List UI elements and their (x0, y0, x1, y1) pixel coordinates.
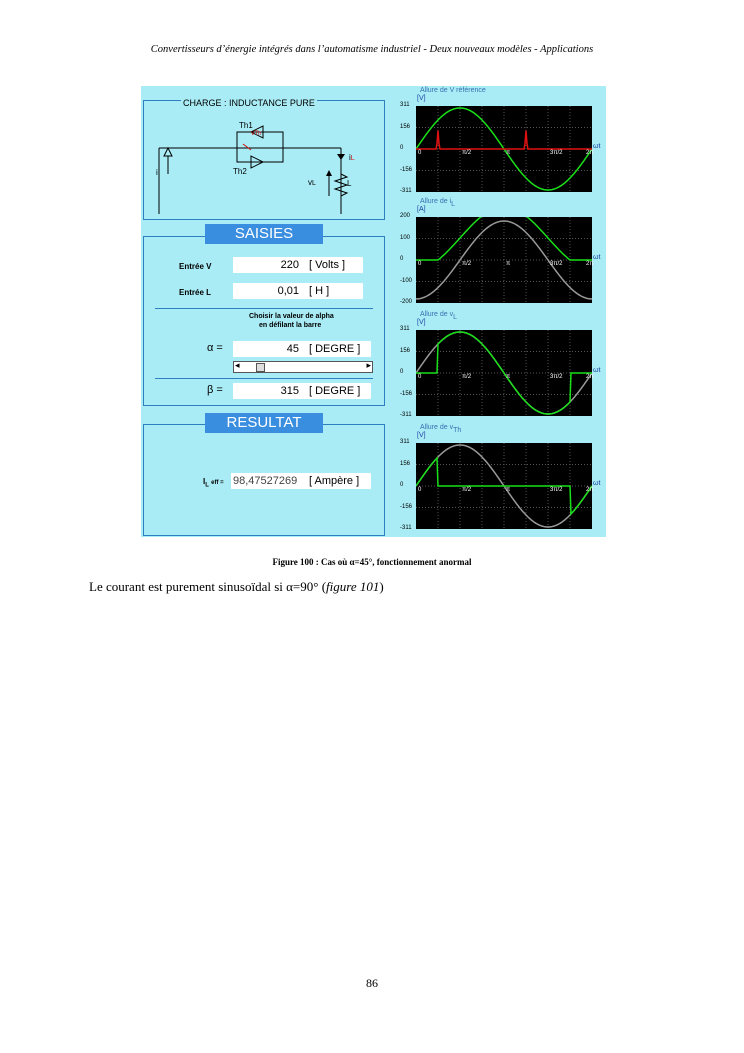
plot-unit: [V] (417, 432, 426, 439)
entree-v-label: Entrée V (179, 262, 212, 271)
saisies-divider-1 (155, 308, 373, 309)
il-eff-value: 98,47527269 (233, 475, 298, 487)
il-label (349, 153, 355, 162)
il-eff-rest: eff = (211, 480, 224, 486)
plot-ytick: 311 (400, 439, 410, 445)
plot-ytick: 156 (400, 347, 411, 354)
plot-xtick: π (506, 487, 511, 493)
para-figure-ref: figure 101 (326, 579, 380, 594)
plot-xtick: 0 (418, 487, 422, 493)
plot-xtick: 2π (586, 374, 594, 380)
il-eff-sub: L (205, 482, 209, 489)
plot-ytick: 156 (400, 123, 411, 130)
plot-xtick: 3π/2 (550, 487, 563, 493)
plot-unit: [V] (417, 95, 426, 102)
para-main: Le courant est purement sinusoïdal si α=90° ( (89, 579, 327, 594)
plot-xlabel: ωt (593, 254, 601, 261)
plot-ytick: 0 (400, 256, 404, 262)
plot-xtick: π (506, 261, 511, 267)
plot-xtick: 2π (586, 487, 594, 493)
plot-ytick: -156 (400, 503, 413, 510)
saisies-divider-2 (155, 378, 373, 379)
il-eff-unit: [ Ampère ] (309, 475, 360, 487)
load-voltage-curve (416, 332, 592, 414)
th1-label: Th1 (239, 121, 253, 130)
plot-xtick: π/2 (462, 374, 472, 380)
plot-ytick: -156 (400, 166, 413, 173)
scroll-right-button[interactable]: ▸ (366, 360, 371, 370)
plot-xtick: π/2 (462, 150, 472, 156)
alpha-hint-2: en défilant la barre (259, 322, 322, 329)
plot-unit: [A] (417, 206, 426, 213)
alpha-label: α = (207, 342, 223, 354)
inductance-label: L (347, 179, 352, 188)
il-sub: L (350, 155, 355, 162)
plot-title-sub: L (451, 201, 456, 208)
il-eff-i: I (203, 477, 206, 486)
plot-canvas (416, 330, 592, 416)
beta-label: β = (207, 384, 223, 396)
plot-canvas (416, 443, 592, 529)
il-eff-field (231, 473, 371, 489)
scroll-thumb[interactable] (256, 363, 265, 372)
vl-sub: L (312, 180, 316, 187)
plot-xtick: 2π (586, 150, 594, 156)
entree-v-value: 220 (280, 259, 299, 271)
plot-title-sub: L (453, 314, 457, 321)
entree-l-label: Entrée L (179, 288, 212, 297)
plot-svg (416, 443, 592, 529)
vl-letter: v (308, 178, 312, 187)
vth-sub: Th (254, 131, 262, 137)
page-number: 86 (366, 976, 378, 990)
plot-ytick: 311 (400, 326, 410, 332)
alpha-field[interactable] (233, 341, 371, 357)
resultat-title: RESULTAT (205, 413, 323, 433)
figure-caption: Figure 100 : Cas où α=45°, fonctionnement anormal (272, 557, 472, 567)
plot-ytick: -156 (400, 390, 413, 397)
il-eff-label (203, 477, 224, 489)
entree-l-unit: [ H ] (309, 285, 330, 297)
plot-xtick: π (506, 150, 511, 156)
plot-title: Allure de vL (420, 311, 457, 321)
plot-title: Allure de iL (420, 198, 456, 208)
plot-ytick: -311 (400, 188, 412, 194)
plot-ytick: -100 (400, 277, 413, 284)
plot-ytick: -311 (400, 412, 412, 418)
plot-unit: [V] (417, 319, 426, 326)
vth-label (251, 130, 262, 137)
plot-svg (416, 217, 592, 303)
simulation-figure (141, 86, 606, 537)
scroll-left-button[interactable]: ◂ (235, 360, 240, 370)
th2-label: Th2 (233, 167, 247, 176)
beta-field[interactable] (233, 383, 371, 399)
alpha-value: 45 (286, 343, 299, 355)
plot-ytick: 0 (400, 482, 404, 488)
plot-xtick: π/2 (462, 487, 472, 493)
plot-canvas (416, 217, 592, 303)
plot-ytick: 0 (400, 145, 404, 151)
plot-ytick: -200 (400, 299, 413, 305)
plot-xtick: 3π/2 (550, 261, 563, 267)
plot-svg (416, 330, 592, 416)
plot-title-sub: Th (453, 427, 462, 434)
vth-letter: v (251, 130, 255, 137)
plot-title: Allure de vTh (420, 424, 462, 434)
plot-xtick: 3π/2 (550, 374, 563, 380)
plot-xtick: 2π (586, 261, 594, 267)
alpha-unit: [ DEGRE ] (309, 343, 361, 355)
running-header: Convertisseurs d’énergie intégrés dans l’automatisme industriel - Deux nouveaux modèles - Applications (150, 44, 594, 55)
plot-xtick: π/2 (462, 261, 472, 267)
i-label: i (156, 168, 158, 177)
beta-unit: [ DEGRE ] (309, 385, 361, 397)
entree-v-field[interactable] (233, 257, 363, 273)
entree-v-unit: [ Volts ] (309, 259, 346, 271)
beta-value: 315 (280, 385, 299, 397)
plot-xlabel: ωt (593, 480, 601, 487)
plot-svg (416, 106, 592, 192)
plot-xlabel: ωt (593, 367, 601, 374)
para-end: ) (379, 579, 384, 594)
entree-l-field[interactable] (233, 283, 363, 299)
plot-xtick: 0 (418, 261, 422, 267)
plot-xtick: π (506, 374, 511, 380)
plot-xlabel: ωt (593, 143, 601, 150)
thyristor-voltage-curve (416, 458, 592, 514)
plot-xtick: 0 (418, 150, 422, 156)
plot-title: Allure de V référence (420, 87, 486, 94)
circuit-diagram (151, 114, 376, 214)
alpha-scrollbar[interactable] (233, 361, 373, 373)
body-paragraph (89, 579, 384, 595)
plot-ytick: -311 (400, 525, 412, 531)
alpha-hint-1: Choisir la valeur de alpha (249, 313, 334, 320)
plot-ytick: 156 (400, 460, 411, 467)
plot-ytick: 0 (400, 369, 404, 375)
vl-label (308, 178, 316, 187)
plot-canvas (416, 106, 592, 192)
plot-ytick: 200 (400, 213, 411, 219)
saisies-title: SAISIES (205, 224, 323, 244)
plot-xtick: 0 (418, 374, 422, 380)
il-letter: i (349, 153, 351, 162)
plot-ytick: 311 (400, 102, 410, 108)
plot-xtick: 3π/2 (550, 150, 563, 156)
plot-ytick: 100 (400, 234, 411, 241)
charge-title: CHARGE : INDUCTANCE PURE (183, 98, 315, 108)
entree-l-value: 0,01 (277, 285, 299, 297)
